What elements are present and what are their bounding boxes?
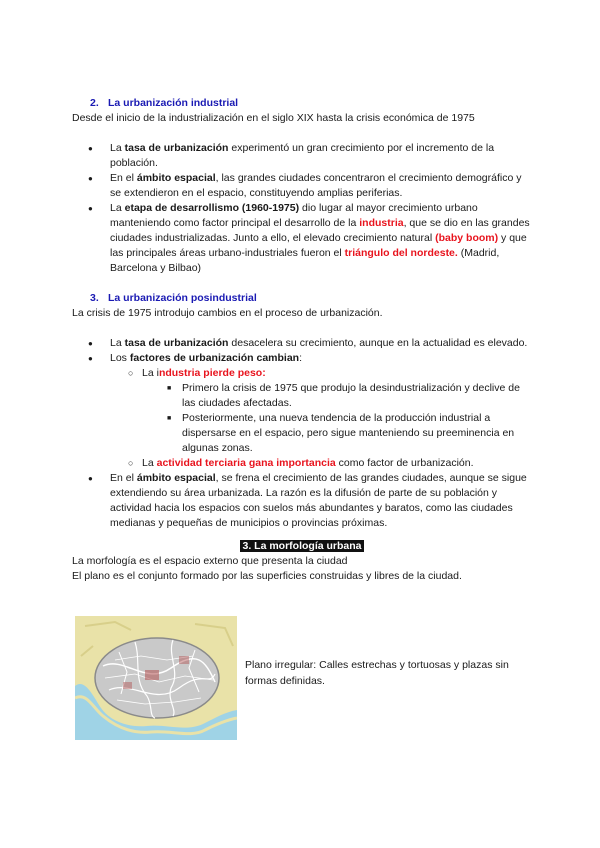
document-page [72, 96, 532, 584]
irregular-city-map [75, 616, 237, 740]
list-item: ○ La actividad terciaria gana importancia como factor de urbanización. [72, 456, 532, 471]
section-heading-industrial: 2. La urbanización industrial [90, 97, 239, 109]
list-item: ● En el ámbito espacial, las grandes ciudades concentraron el crecimiento demográfico y se extendieron en el espacio, constituyendo amplias periferias. [72, 171, 532, 201]
list-item: ● Los factores de urbanización cambian: ○ La industria pierde peso: ■ Primero la crisis de 1975 que produjo la desindustrialización y declive de las ciudades afectadas. ■ Posteriormente, una nueva tendencia de la producción industrial a dispersarse en el espacio, pero sigue manteniendo su preeminencia en algunas zonas. ○ La actividad terciaria gana importancia como factor de urbanización. [72, 351, 532, 471]
section-heading-morfologia: 3. La morfología urbana [242, 540, 362, 552]
list-item: ○ La industria pierde peso: ■ Primero la crisis de 1975 que produjo la desindustrialización y declive de las ciudades afectadas. ■ Posteriormente, una nueva tendencia de la producción industrial a dispersarse en el espacio, pero sigue manteniendo su preeminencia en algunas zonas. [72, 366, 532, 456]
list-item: ● La tasa de urbanización desacelera su crecimiento, aunque en la actualidad es elevado. [72, 336, 532, 351]
section-heading-posindustrial: 3. La urbanización posindustrial [90, 292, 257, 304]
bullet-list [72, 141, 532, 276]
list-item: ● En el ámbito espacial, se frena el crecimiento de las grandes ciudades, aunque se sigue extendiendo su área urbanizada. La razón es la difusión de parte de su población y actividad hacia los espacios con suelos más abundantes y baratos, como las ciudades medianas y pequeñas de municipios o provincias próximas. [72, 471, 532, 531]
figure-caption: Plano irregular: Calles estrechas y tortuosas y plazas sin formas definidas. [245, 659, 509, 687]
list-item: ● La tasa de urbanización experimentó un gran crecimiento por el incremento de la población. [72, 141, 532, 171]
list-item: ■ Primero la crisis de 1975 que produjo la desindustrialización y declive de las ciudades afectadas. [72, 381, 532, 411]
bullet-list [72, 336, 532, 531]
definition-line: El plano es el conjunto formado por las superficies construidas y libres de la ciudad. [72, 570, 462, 582]
sub-sub-list [142, 381, 532, 456]
section-intro: La crisis de 1975 introdujo cambios en el proceso de urbanización. [72, 307, 383, 319]
sub-list [110, 366, 532, 471]
definition-line: La morfología es el espacio externo que presenta la ciudad [72, 555, 348, 567]
section-intro: Desde el inicio de la industrialización en el siglo XIX hasta la crisis económica de 1975 [72, 112, 475, 124]
list-item: ● La etapa de desarrollismo (1960-1975) dio lugar al mayor crecimiento urbano manteniendo como factor principal el desarrollo de la industria, que se dio en las grandes ciudades industrializadas. Junto a ello, el elevado crecimiento natural (baby boom) y que las principales áreas urbano-industriales fueron el triángulo del nordeste. (Madrid, Barcelona y Bilbao) [72, 201, 532, 276]
list-item: ■ Posteriormente, una nueva tendencia de la producción industrial a dispersarse en el espacio, pero sigue manteniendo su preeminencia en algunas zonas. [72, 411, 532, 456]
